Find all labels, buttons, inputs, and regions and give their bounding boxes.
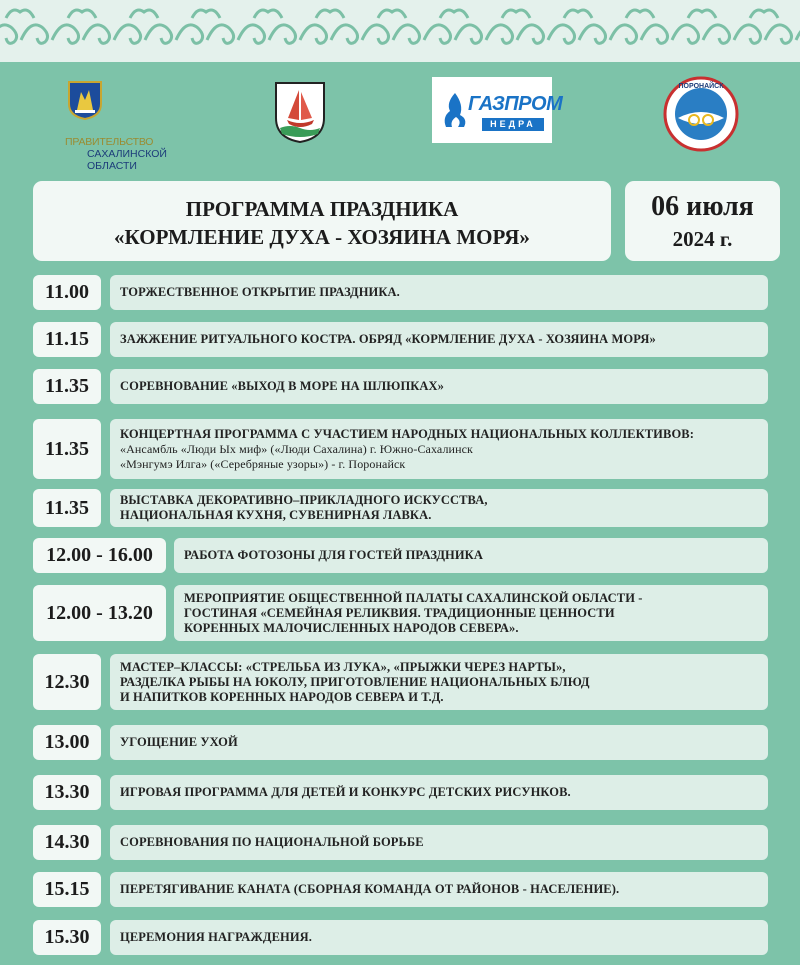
schedule-description [110, 322, 768, 357]
schedule-description-line: МАСТЕР–КЛАССЫ: «СТРЕЛЬБА ИЗ ЛУКА», «ПРЫЖКИ ЧЕРЕЗ НАРТЫ», [120, 659, 566, 674]
poronaysk-round-emblem [656, 76, 746, 152]
schedule-description-line: ГОСТИНАЯ «СЕМЕЙНАЯ РЕЛИКВИЯ. ТРАДИЦИОННЫЕ ЦЕННОСТИ [184, 605, 615, 620]
schedule-description-line: РАБОТА ФОТОЗОНЫ ДЛЯ ГОСТЕЙ ПРАЗДНИКА [184, 548, 483, 562]
schedule-time: 13.00 [33, 725, 101, 760]
shield-ship-icon [270, 80, 330, 144]
schedule-description [110, 419, 768, 479]
schedule-row [0, 654, 800, 710]
schedule-row [0, 775, 800, 810]
schedule-row [0, 369, 800, 404]
schedule-row [0, 725, 800, 760]
program-title-line2: «КОРМЛЕНИЕ ДУХА - ХОЗЯИНА МОРЯ» [114, 225, 530, 249]
schedule-row [0, 920, 800, 955]
schedule-description-line: ВЫСТАВКА ДЕКОРАТИВНО–ПРИКЛАДНОГО ИСКУССТВА, [120, 493, 488, 507]
schedule-time: 12.30 [33, 654, 101, 710]
schedule-description-line: РАЗДЕЛКА РЫБЫ НА ЮКОЛУ, ПРИГОТОВЛЕНИЕ НАЦИОНАЛЬНЫХ БЛЮД [120, 674, 590, 689]
schedule-time: 11.35 [33, 419, 101, 479]
event-date-year: 2024 г. [672, 227, 733, 251]
schedule-description-line: КОНЦЕРТНАЯ ПРОГРАММА С УЧАСТИЕМ НАРОДНЫХ НАЦИОНАЛЬНЫХ КОЛЛЕКТИВОВ: [120, 426, 694, 441]
flame-icon [442, 91, 468, 129]
schedule-description [110, 825, 768, 860]
schedule-description-line: ЦЕРЕМОНИЯ НАГРАЖДЕНИЯ. [120, 930, 313, 944]
ornament-border [0, 0, 800, 62]
gazprom-subtitle: НЕДРА [482, 118, 544, 131]
schedule-description-line: КОРЕННЫХ МАЛОЧИСЛЕННЫХ НАРОДОВ СЕВЕРА». [184, 620, 519, 635]
schedule-description-line: НАЦИОНАЛЬНАЯ КУХНЯ, СУВЕНИРНАЯ ЛАВКА. [120, 508, 432, 522]
emblem-caption: ПОРОНАЙСК [678, 83, 724, 90]
schedule-description [110, 725, 768, 760]
schedule-description-line: ПЕРЕТЯГИВАНИЕ КАНАТА (СБОРНАЯ КОМАНДА ОТ РАЙОНОВ - НАСЕЛЕНИЕ). [120, 882, 620, 896]
government-caption-line3: ОБЛАСТИ [87, 160, 137, 172]
schedule-description [110, 775, 768, 810]
schedule-row [0, 825, 800, 860]
schedule-row [0, 322, 800, 357]
schedule-description-subline: «Ансамбль «Люди Ых миф» («Люди Сахалина) г. Южно-Сахалинск [120, 441, 473, 456]
schedule-description [174, 538, 768, 573]
schedule-time: 11.35 [33, 489, 101, 527]
poronaysk-coat-of-arms [270, 80, 330, 144]
schedule-row [0, 419, 800, 479]
schedule-row [0, 275, 800, 310]
coat-of-arms-icon [67, 80, 103, 120]
schedule-description-line: ЗАЖЖЕНИЕ РИТУАЛЬНОГО КОСТРА. ОБРЯД «КОРМЛЕНИЕ ДУХА - ХОЗЯИНА МОРЯ» [120, 332, 656, 346]
schedule-row [0, 585, 800, 641]
schedule-description [110, 920, 768, 955]
schedule-description-line: И НАПИТКОВ КОРЕННЫХ НАРОДОВ СЕВЕРА И Т.Д. [120, 689, 444, 704]
schedule-time: 11.00 [33, 275, 101, 310]
schedule-description-subline: «Мэнгумэ Илга» («Серебряные узоры») - г. Поронайск [120, 456, 406, 471]
schedule-description-line: ИГРОВАЯ ПРОГРАММА ДЛЯ ДЕТЕЙ И КОНКУРС ДЕТСКИХ РИСУНКОВ. [120, 785, 571, 799]
schedule-description-line: ТОРЖЕСТВЕННОЕ ОТКРЫТИЕ ПРАЗДНИКА. [120, 285, 400, 299]
schedule-description [110, 654, 768, 710]
schedule-description [110, 872, 768, 907]
schedule-time: 12.00 - 13.20 [33, 585, 166, 641]
program-title-line1: ПРОГРАММА ПРАЗДНИКА [185, 197, 459, 221]
scroll-ornament-icon [0, 0, 800, 62]
event-date-box [625, 181, 780, 261]
schedule-time: 14.30 [33, 825, 101, 860]
schedule-description [110, 275, 768, 310]
schedule-row [0, 489, 800, 527]
schedule-description-line: СОРЕВНОВАНИЯ ПО НАЦИОНАЛЬНОЙ БОРЬБЕ [120, 835, 424, 849]
schedule-time: 11.35 [33, 369, 101, 404]
sakhalin-government-logo [65, 76, 190, 172]
schedule-description [110, 489, 768, 527]
gazprom-nedra-logo [432, 77, 563, 143]
schedule-description-line: МЕРОПРИЯТИЕ ОБЩЕСТВЕННОЙ ПАЛАТЫ САХАЛИНСКОЙ ОБЛАСТИ - [184, 590, 643, 605]
event-date-day: 06 июля [651, 191, 754, 222]
round-emblem-icon [656, 76, 746, 152]
schedule-time: 11.15 [33, 322, 101, 357]
schedule-time: 12.00 - 16.00 [33, 538, 166, 573]
government-caption-line2: САХАЛИНСКОЙ [87, 148, 167, 160]
schedule-time: 15.15 [33, 872, 101, 907]
schedule-time: 15.30 [33, 920, 101, 955]
schedule-time: 13.30 [33, 775, 101, 810]
schedule-row [0, 538, 800, 573]
government-caption-line1: ПРАВИТЕЛЬСТВО [65, 136, 154, 148]
gazprom-wordmark: ГАЗПРОМ [468, 93, 563, 115]
schedule-description [174, 585, 768, 641]
schedule-description-line: СОРЕВНОВАНИЕ «ВЫХОД В МОРЕ НА ШЛЮПКАХ» [120, 379, 445, 393]
program-title-box [33, 181, 611, 261]
schedule-description [110, 369, 768, 404]
schedule-description-line: УГОЩЕНИЕ УХОЙ [120, 735, 238, 749]
schedule-row [0, 872, 800, 907]
